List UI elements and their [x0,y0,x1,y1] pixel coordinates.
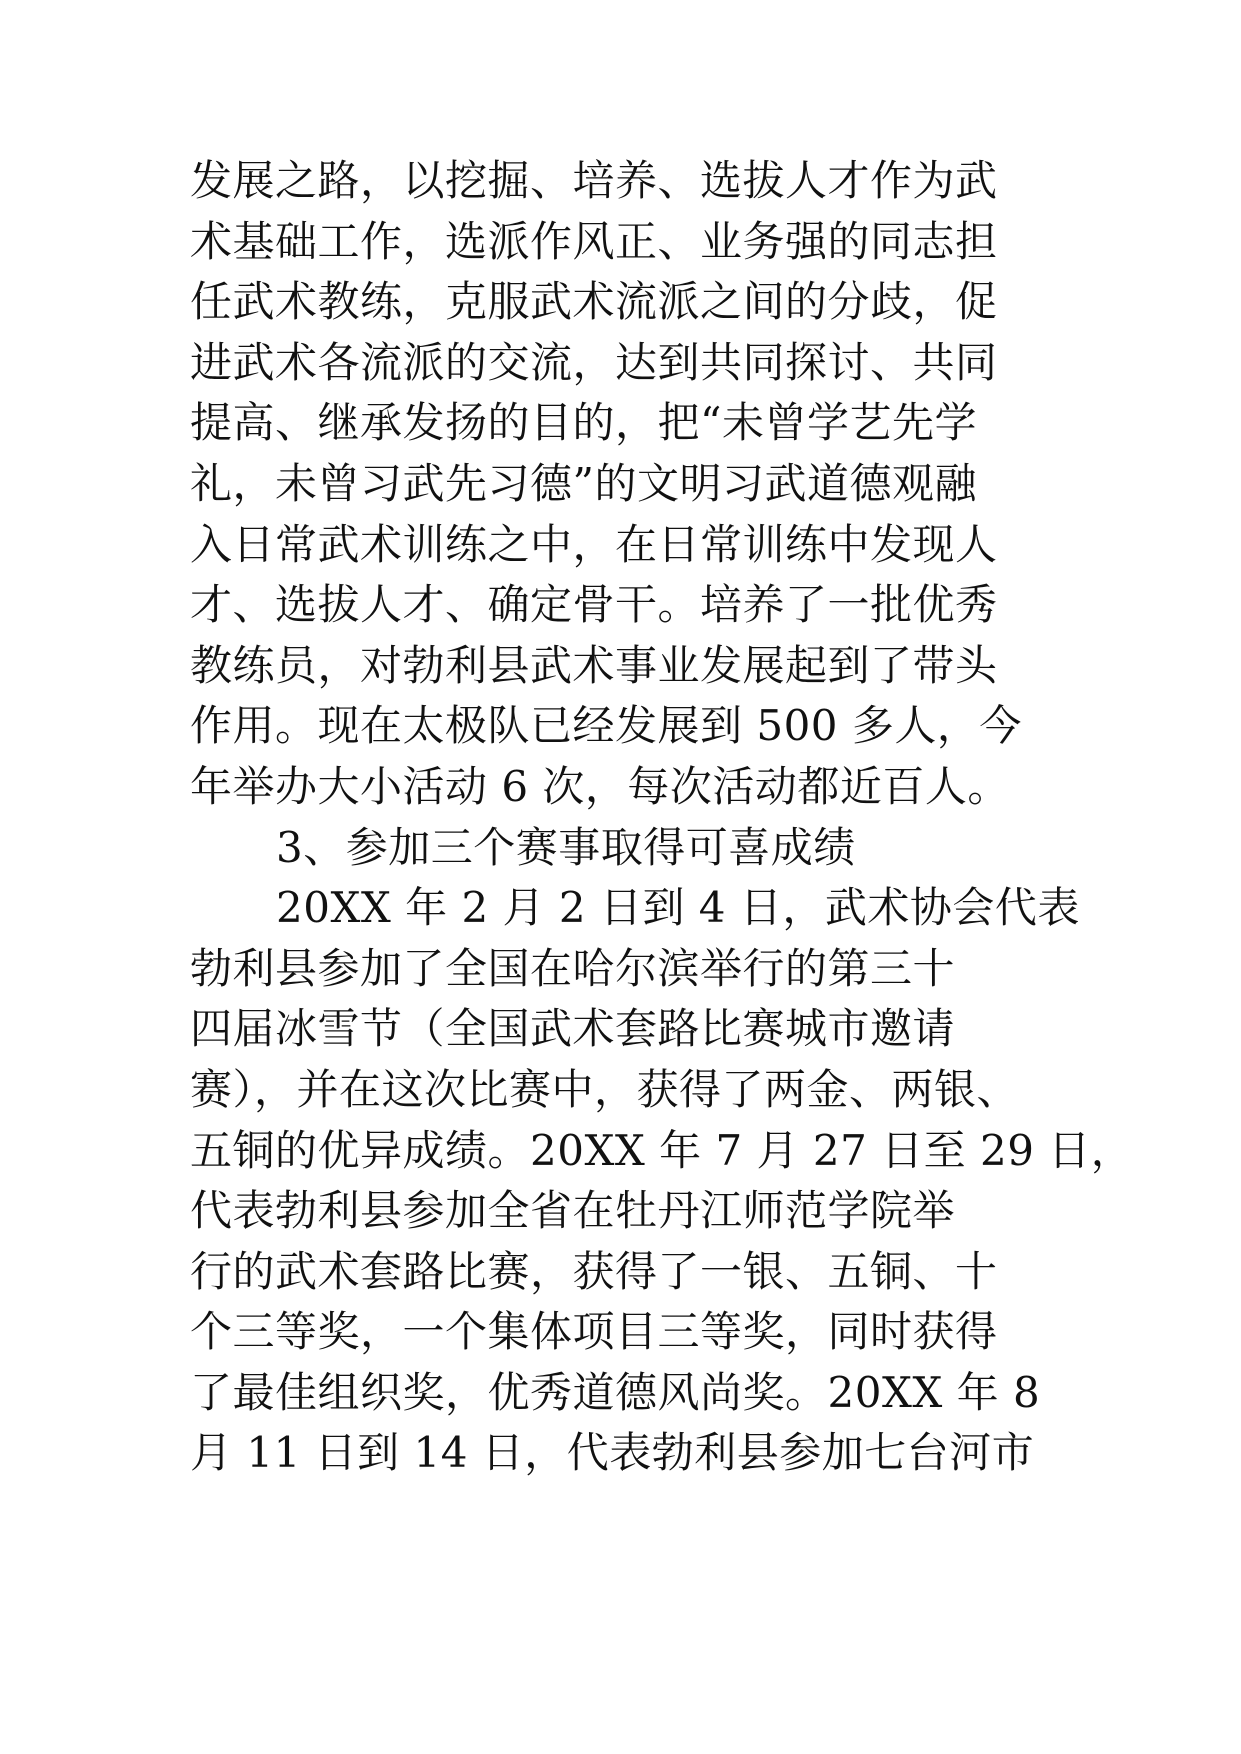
text-line: 行的武术套路比赛，获得了一银、五铜、十 [190,1246,998,1296]
text-line: 术基础工作，选派作风正、业务强的同志担 [190,216,998,266]
text-line: 赛），并在这次比赛中，获得了两金、两银、 [190,1064,1020,1114]
text-line: 发展之路，以挖掘、培养、选拔人才作为武 [190,156,998,205]
text-line: 了最佳组织奖，优秀道德风尚奖。20XX 年 8 [190,1367,1041,1417]
text-line: 入日常武术训练之中，在日常训练中发现人 [190,519,998,569]
text-line: 教练员，对勃利县武术事业发展起到了带头 [190,640,998,690]
text-line: 代表勃利县参加全省在牡丹江师范学院举 [190,1186,956,1236]
text-line: 礼，未曾习武先习德”的文明习武道德观融 [190,458,977,508]
text-line: 月 11 日到 14 日，代表勃利县参加七台河市 [190,1428,1035,1478]
text-line: 作用。现在太极队已经发展到 500 多人，今 [190,701,1022,751]
text-line: 勃利县参加了全国在哈尔滨举行的第三十 [190,943,956,993]
body-text [190,151,1134,1484]
text-line: 提高、继承发扬的目的，把“未曾学艺先学 [190,398,977,448]
text-line: 任武术教练，克服武术流派之间的分歧，促 [190,277,998,327]
text-line: 个三等奖，一个集体项目三等奖，同时获得 [190,1307,998,1357]
text-line: 五铜的优异成绩。20XX 年 7 月 27 日至 29 日， [190,1125,1134,1175]
paragraph-start-line: 20XX 年 2 月 2 日到 4 日，武术协会代表 [276,883,1080,933]
section-heading: 3、参加三个赛事取得可喜成绩 [276,822,856,872]
text-line: 才、选拔人才、确定骨干。培养了一批优秀 [190,580,998,630]
text-line: 四届冰雪节（全国武术套路比赛城市邀请 [190,1004,956,1054]
text-line: 年举办大小活动 6 次，每次活动都近百人。 [190,761,1010,811]
text-line: 进武术各流派的交流，达到共同探讨、共同 [190,337,998,387]
